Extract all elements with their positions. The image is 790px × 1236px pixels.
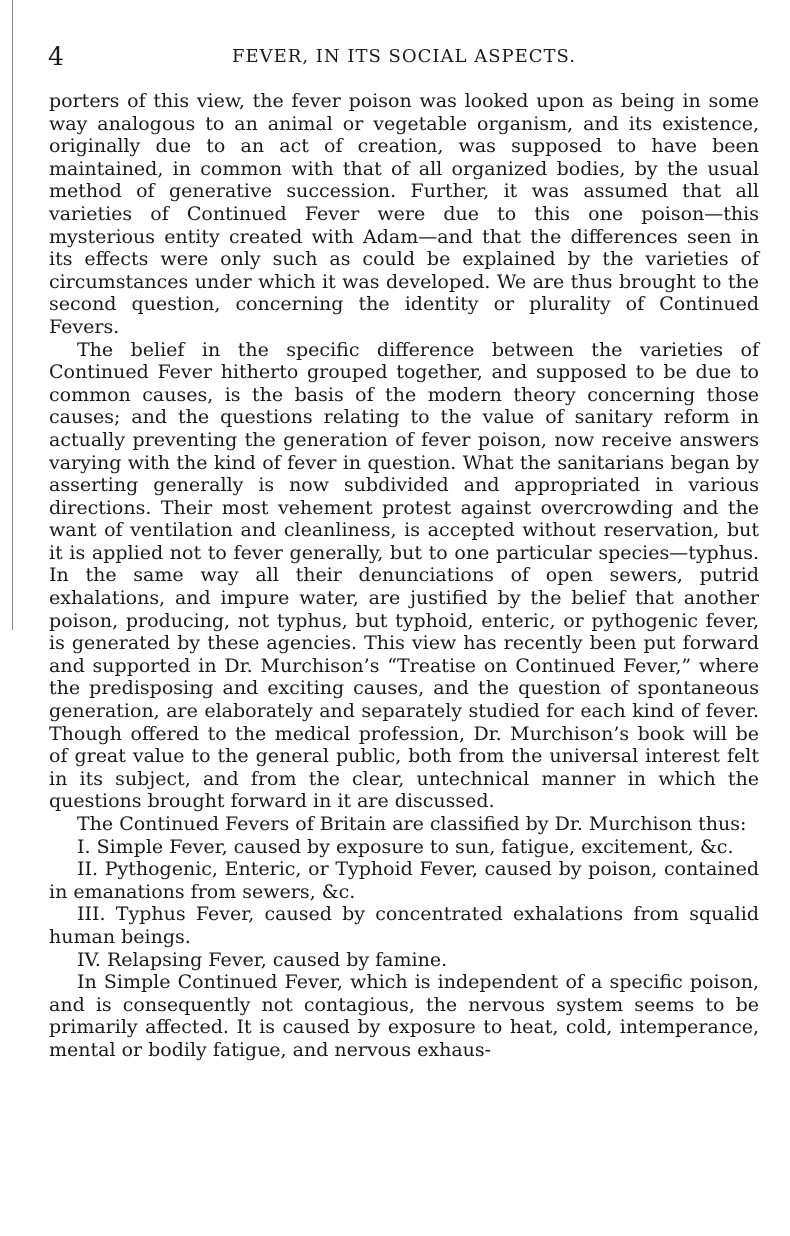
- list-item-relapsing-fever: IV. Relapsing Fever, caused by famine.: [77, 948, 448, 971]
- running-title: FEVER, IN ITS SOCIAL ASPECTS.: [232, 46, 576, 67]
- paragraph-modern-theory: The belief in the specific difference between the varieties of Continued Fever hitherto grouped together, and supposed to be due to common causes, is the basis of the modern theory concerning those causes; and the questions relating to the value of sanitary reform in actually preventing the generation of fever poison, now receive answers varying with the kind of fever in question. What the sanitarians began by asserting generally is now subdivided and appropriated in various directions. Their most vehement protest against overcrowding and the want of ventilation and cleanliness, is accepted without reservation, but it is applied not to fever generally, but to one particular species—typhus. In the same way all their denunciations of open sewers, putrid exhalations, and impure water, are justified by the belief that another poison, producing, not typhus, but typhoid, enteric, or pythogenic fever, is generated by these agencies. This view has recently been put forward and supported in Dr. Murchison’s “Treatise on Continued Fever,” where the predisposing and exciting causes, and the question of spontaneous generation, are elaborately and separately studied for each kind of fever. Though offered to the medical profession, Dr. Murchison’s book will be of great value to the general public, both from the universal interest felt in its subject, and from the clear, untechnical manner in which the questions brought forward in it are discussed.: [49, 338, 759, 813]
- list-item-typhoid-fever: II. Pythogenic, Enteric, or Typhoid Fever, caused by poison, contained in emanations from sewers, &c.: [49, 858, 759, 903]
- list-item-typhus-fever: III. Typhus Fever, caused by concentrated exhalations from squalid human beings.: [49, 903, 759, 948]
- paragraph-classification-intro: The Continued Fevers of Britain are classified by Dr. Murchison thus:: [77, 813, 747, 835]
- list-item-simple-fever: I. Simple Fever, caused by exposure to sun, fatigue, excitement, &c.: [77, 835, 734, 858]
- page-number: 4: [48, 42, 64, 71]
- body-text: [49, 90, 759, 1062]
- paragraph-simple-continued-fever: In Simple Continued Fever, which is independent of a specific poison, and is consequently not contagious, the nervous system seems to be primarily affected. It is caused by exposure to heat, cold, intemperance, mental or bodily fatigue, and nervous exhaus-: [49, 971, 759, 1061]
- paragraph-continuation: porters of this view, the fever poison was looked upon as being in some way analogous to an animal or vegetable organism, and its existence, originally due to an act of creation, was supposed to have been maintained, in common with that of all organized bodies, by the usual method of generative succession. Further, it was assumed that all varieties of Continued Fever were due to this one poison—this mysterious entity created with Adam—and that the differences seen in its effects were only such as could be explained by the varieties of circumstances under which it was developed. We are thus brought to the second question, concerning the identity or plurality of Continued Fevers.: [49, 90, 759, 338]
- page-edge-line: [12, 0, 13, 630]
- page-header: [48, 42, 760, 72]
